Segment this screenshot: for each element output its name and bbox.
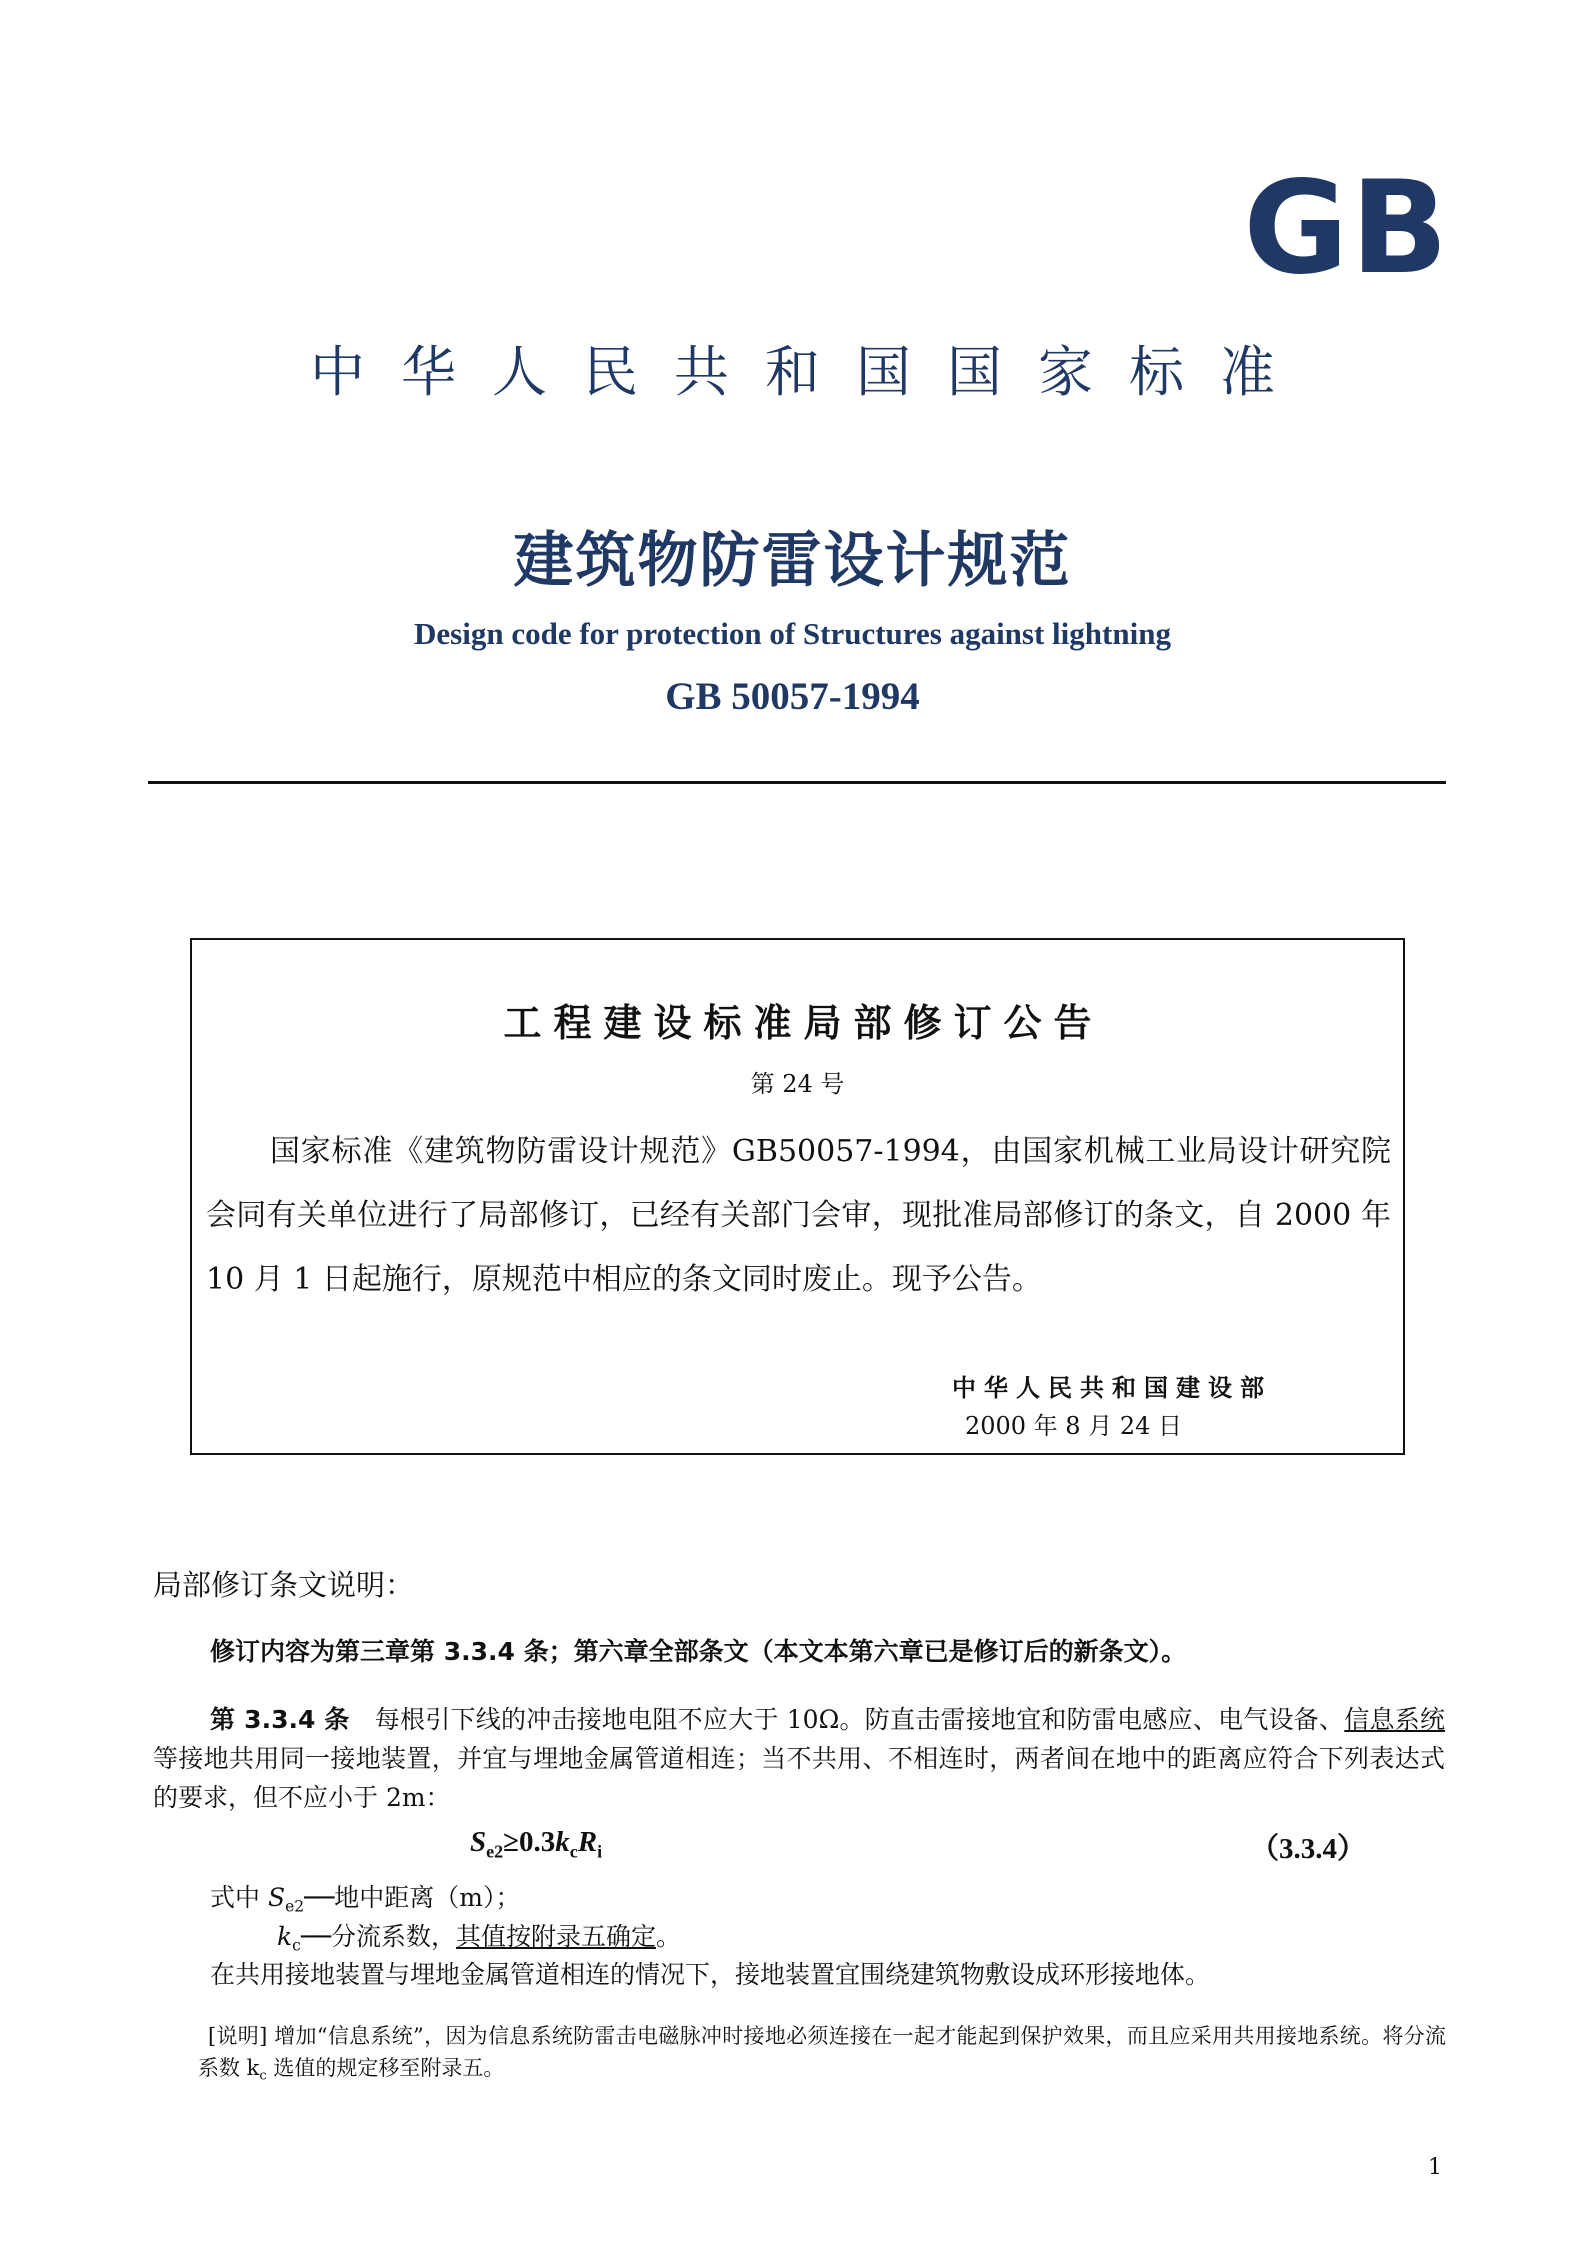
where-k-definition	[277, 1917, 681, 1953]
revision-notice-box	[190, 938, 1405, 1455]
where-k-sub: c	[292, 1936, 301, 1955]
notice-body: 国家标准《建筑物防雷设计规范》GB50057-1994，由国家机械工业局设计研究院会同有关单位进行了局部修订，已经有关部门会审，现批准局部修订的条文，自 2000 年 10 月 1 日起施行，原规范中相应的条文同时废止。现予公告。	[206, 1134, 1391, 1297]
formula-k-sub: c	[569, 1841, 578, 1862]
where-k-underlined: 其值按附录五确定	[455, 1922, 656, 1951]
where-s-sub: e2	[285, 1897, 305, 1916]
formula-r-sub: i	[597, 1841, 603, 1862]
document-title: 建筑物防雷设计规范	[513, 526, 1072, 596]
grounding-note: 在共用接地装置与埋地金属管道相连的情况下，接地装置宜围绕建筑物敷设成环形接地体。	[210, 1960, 1211, 1989]
national-standard-heading: 中华人民共和国国家标准	[309, 340, 1311, 404]
standard-number: GB 50057-1994	[665, 675, 920, 718]
where-k: k	[277, 1922, 293, 1951]
clause-underlined-term: 信息系统	[1344, 1705, 1445, 1734]
formula-r: R	[577, 1826, 598, 1858]
notice-number: 第 24 号	[750, 1070, 845, 1098]
formula-s-sub: e2	[486, 1841, 504, 1862]
where-k-desc: ──分流系数，	[300, 1922, 456, 1951]
where-s: S	[267, 1883, 286, 1912]
clause-3-3-4	[153, 1700, 1445, 1817]
where-s-desc: ──地中距离（m）；	[304, 1883, 521, 1912]
where-k-end: 。	[655, 1922, 681, 1951]
clause-text-part2: 等接地共用同一接地装置，并宜与埋地金属管道相连；当不共用、不相连时，两者间在地中的距离应符合下列表达式的要求，但不应小于 2m：	[153, 1744, 1445, 1812]
notice-title: 工程建设标准局部修订公告	[503, 1001, 1104, 1045]
header-divider	[148, 781, 1446, 784]
notice-date: 2000 年 8 月 24 日	[964, 1412, 1182, 1440]
formula-s: S	[470, 1826, 487, 1858]
where-prefix: 式中	[210, 1883, 268, 1912]
explanation-note	[198, 2020, 1446, 2084]
explanation-text-2: 选值的规定移至附录五。	[266, 2056, 505, 2080]
formula-mid: ≥0.3	[503, 1826, 556, 1858]
english-title: Design code for protection of Structures against lightning	[414, 616, 1171, 651]
clause-text-part1: 每根引下线的冲击接地电阻不应大于 10Ω。防直击雷接地宜和防雷电感应、电气设备、	[374, 1705, 1345, 1734]
gb-logo: GB	[1243, 154, 1450, 303]
formula-number: （3.3.4）	[1250, 1833, 1367, 1865]
where-s-definition	[210, 1878, 520, 1914]
clause-number: 第 3.3.4 条	[210, 1705, 350, 1734]
explanation-sub: c	[259, 2068, 267, 2084]
notice-issuer: 中华人民共和国建设部	[952, 1374, 1272, 1402]
page-number: 1	[1428, 2155, 1442, 2180]
formula-k: k	[555, 1826, 570, 1858]
explanation-text-1: [说明] 增加“信息系统”，因为信息系统防雷击电磁脉冲时接地必须连接在一起才能起到保护效果，而且应采用共用接地系统。将分流系数 k	[198, 2024, 1446, 2080]
revision-section-heading: 局部修订条文说明：	[153, 1568, 415, 1602]
revision-summary: 修订内容为第三章第 3.3.4 条；第六章全部条文（本文本第六章已是修订后的新条文）。	[210, 1637, 1187, 1666]
formula-3-3-4	[470, 1826, 603, 1862]
